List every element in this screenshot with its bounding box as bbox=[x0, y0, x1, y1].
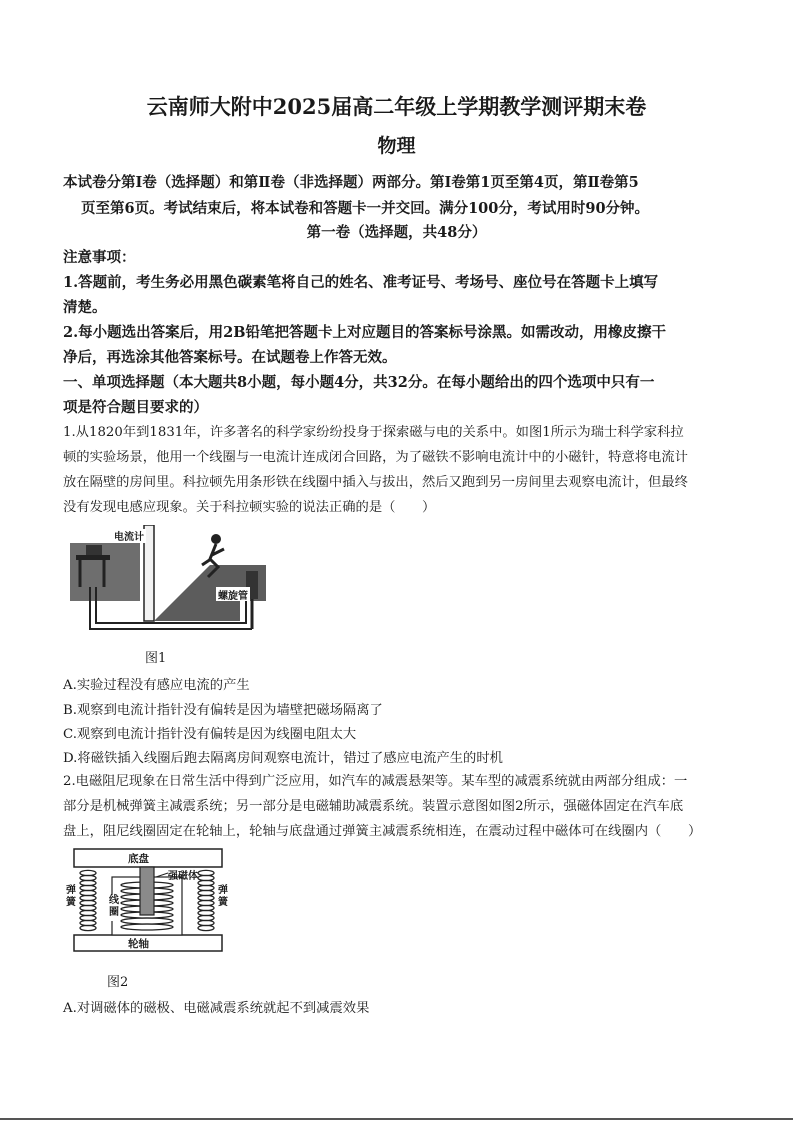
q1-option-d: D.将磁铁插入线圈后跑去隔离房间观察电流计，错过了感应电流产生的时机 bbox=[63, 751, 503, 766]
figure-1-drawing bbox=[70, 525, 266, 633]
figure-1-caption: 图1 bbox=[145, 651, 167, 666]
figure-2-label-spring-left: 弹簧 bbox=[66, 885, 76, 908]
part1-heading-line-1: 一、单项选择题（本大题共8小题，每小题4分，共32分。在每小题给出的四个选项中只有一 bbox=[63, 374, 655, 391]
q1-option-a: A.实验过程没有感应电流的产生 bbox=[63, 678, 250, 693]
figure-2-label-coil: 线圈 bbox=[109, 895, 119, 918]
q1-line-4: 没有发现电感应现象。关于科拉顿实验的说法正确的是（ ） bbox=[63, 500, 436, 515]
intro-line-1: 本试卷分第Ⅰ卷（选择题）和第Ⅱ卷（非选择题）两部分。第Ⅰ卷第1页至第4页，第Ⅱ卷第5 bbox=[63, 174, 639, 191]
figure-1-label-meter: 电流计 bbox=[114, 532, 144, 543]
figure-2-caption: 图2 bbox=[107, 975, 129, 990]
q1-line-2: 顿的实验场景，他用一个线圈与一电流计连成闭合回路，为了磁铁不影响电流计中的小磁针，特意将电流计 bbox=[63, 450, 688, 465]
figure-2 bbox=[66, 847, 228, 955]
subject-title: 物理 bbox=[377, 135, 416, 157]
section-heading: 第一卷（选择题，共48分） bbox=[306, 224, 487, 241]
q1-option-b: B.观察到电流计指针没有偏转是因为墙壁把磁场隔离了 bbox=[63, 703, 383, 718]
figure-2-label-axle: 轮轴 bbox=[128, 938, 149, 950]
q1-line-3: 放在隔壁的房间里。科拉顿先用条形铁在线圈中插入与拔出，然后又跑到另一房间里去观察电流计，但最终 bbox=[63, 475, 688, 490]
figure-1 bbox=[70, 525, 266, 633]
q2-option-a: A.对调磁体的磁极、电磁减震系统就起不到减震效果 bbox=[63, 1001, 370, 1016]
q2-line-3: 盘上，阻尼线圈固定在轮轴上，轮轴与底盘通过弹簧主减震系统相连，在震动过程中磁体可在线圈内（ ） bbox=[63, 824, 702, 839]
q2-line-2: 部分是机械弹簧主减震系统；另一部分是电磁辅助减震系统。装置示意图如图2所示，强磁体固定在汽车底 bbox=[63, 799, 684, 814]
figure-2-label-spring-right: 弹簧 bbox=[218, 885, 228, 908]
page-bottom-rule bbox=[0, 1118, 793, 1120]
figure-2-label-chassis: 底盘 bbox=[128, 853, 149, 865]
note-2-line-2: 净后，再选涂其他答案标号。在试题卷上作答无效。 bbox=[63, 349, 397, 366]
figure-1-label-coil: 螺旋管 bbox=[218, 591, 248, 602]
notes-heading: 注意事项： bbox=[63, 249, 136, 266]
note-1-line-2: 清楚。 bbox=[63, 299, 107, 316]
note-1-line-1: 1.答题前，考生务必用黑色碳素笔将自己的姓名、准考证号、考场号、座位号在答题卡上填写 bbox=[63, 274, 659, 291]
note-2-line-1: 2.每小题选出答案后，用2B铅笔把答题卡上对应题目的答案标号涂黑。如需改动，用橡皮擦干 bbox=[63, 324, 666, 341]
intro-line-2: 页至第6页。考试结束后，将本试卷和答题卡一并交回。满分100分，考试用时90分钟。 bbox=[81, 200, 650, 217]
page-title: 云南师大附中2025届高二年级上学期教学测评期末卷 bbox=[146, 94, 647, 119]
q1-option-c: C.观察到电流计指针没有偏转是因为线圈电阻太大 bbox=[63, 727, 357, 742]
q1-line-1: 1.从1820年到1831年，许多著名的科学家纷纷投身于探索磁与电的关系中。如图1所示为瑞士科学家科拉 bbox=[63, 425, 684, 440]
part1-heading-line-2: 项是符合题目要求的） bbox=[63, 399, 208, 416]
q2-line-1: 2.电磁阻尼现象在日常生活中得到广泛应用，如汽车的减震悬架等。某车型的减震系统就由两部分组成：一 bbox=[63, 774, 688, 789]
figure-2-label-magnet: 强磁体 bbox=[168, 871, 198, 882]
